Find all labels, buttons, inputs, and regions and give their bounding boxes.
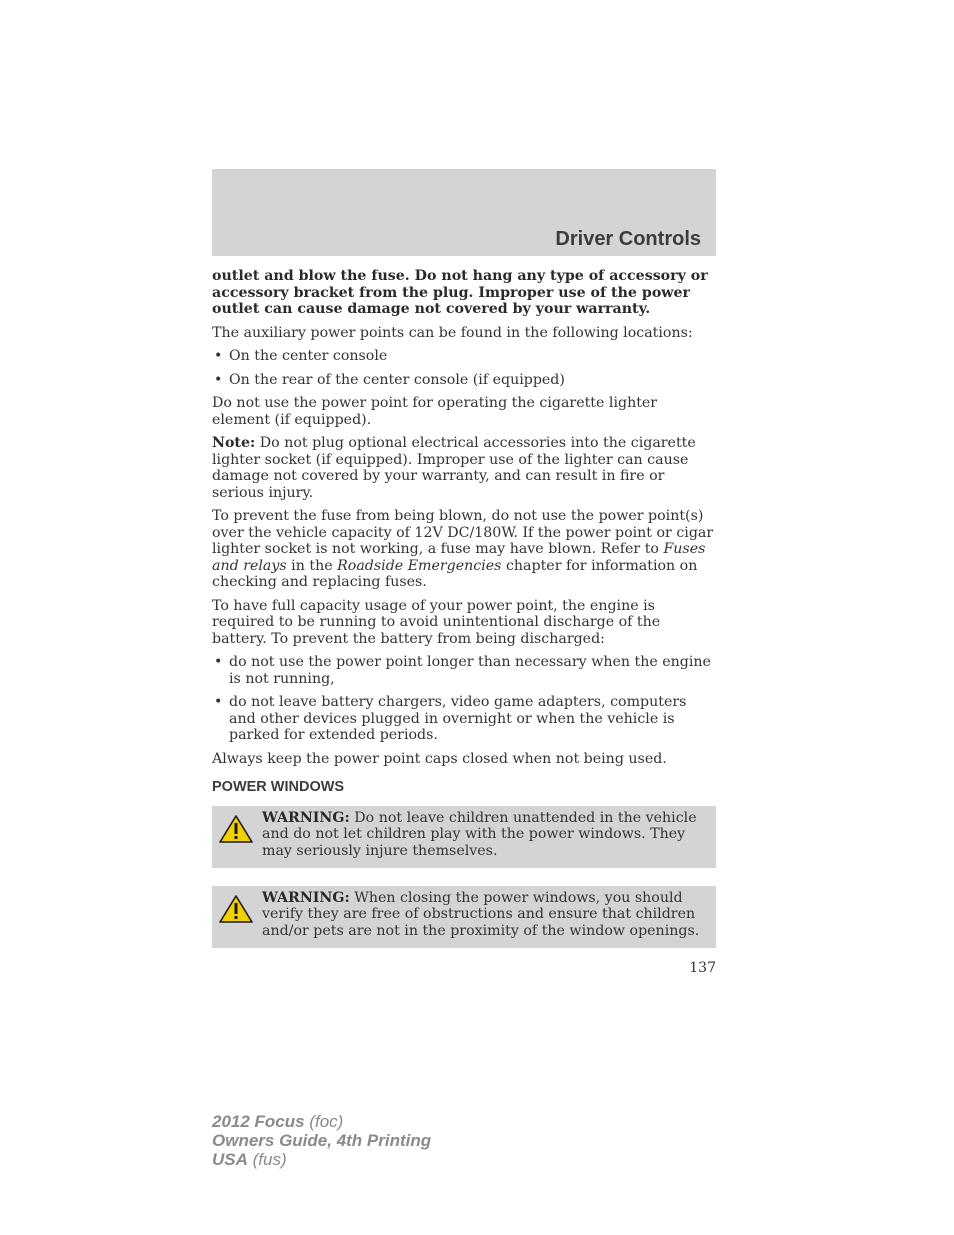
section-title: Driver Controls [555,228,701,250]
list-item: • On the center console [214,348,388,364]
warning-triangle-icon [218,814,254,844]
section-header-band [212,169,716,256]
bullet-icon: • [214,694,223,710]
list-item: • do not use the power point longer than necessary when the engine is not running, [214,654,711,687]
warning-box [212,806,716,868]
bullet-icon: • [214,654,223,670]
warning-box [212,886,716,948]
bullet-icon: • [214,371,223,388]
power-windows-heading: POWER WINDOWS [212,779,345,795]
page-content [212,268,716,966]
note-label: Note: [212,435,256,451]
list-item: • do not leave battery chargers, video game adapters, computers and other devices plugged in overnight or when the vehicle is parked for extended periods. [214,694,687,743]
capacity-paragraph: To have full capacity usage of your power point, the engine is required to be running to avoid unintentional discharge of the battery. To prevent the battery from being discharged: [212,597,661,647]
cigarette-lighter-note: Do not use the power point for operating the cigarette lighter element (if equipped). [212,395,658,428]
intro-warning-text: outlet and blow the fuse. Do not hang any type of accessory or accessory bracket from the plug. Improper use of the power outlet can cause damage not covered by your warranty. [212,268,708,317]
warning-triangle-icon [218,894,254,924]
list-item: • On the rear of the center console (if equipped) [214,371,565,388]
note-text: Do not plug optional electrical accessories into the cigarette lighter socket (if equipped). Improper use of the lighter can cause damage not covered by your warranty, and can result in fire or serious injury. [212,435,696,501]
locations-list [212,348,716,388]
warning-label: WARNING: [262,809,350,826]
warning-label: WARNING: [262,889,350,906]
fuse-paragraph: To prevent the fuse from being blown, do not use the power point(s) over the vehicle capacity of 12V DC/180W. If the power point or cigar lighter socket is not working, a fuse may have blown. Refer to Fuses and relays in the Roadside Emergencies chapter for information on checking and replacing fuses. [212,508,714,590]
fuses-relays-reference: Fuses and relays [212,541,706,574]
warning-text: When closing the power windows, you should verify they are free of obstructions and ensure that children and/or pets are not in the proximity of the window openings. [262,889,700,939]
warning-text: Do not leave children unattended in the vehicle and do not let children play with the power windows. They may seriously injure themselves. [262,809,697,859]
roadside-emergencies-reference: Roadside Emergencies [337,557,502,574]
footer-line-model: 2012 Focus (foc) [212,1112,344,1131]
bullet-icon: • [214,348,223,364]
locations-intro: The auxiliary power points can be found in the following locations: [212,324,693,341]
caps-paragraph: Always keep the power point caps closed when not being used. [212,750,667,767]
page-number: 137 [689,960,716,976]
note-paragraph [212,435,716,501]
discharge-list [212,654,716,744]
footer-line-market: USA (fus) [212,1150,287,1169]
document-footer [212,1112,431,1169]
footer-line-guide: Owners Guide, 4th Printing [212,1131,432,1150]
